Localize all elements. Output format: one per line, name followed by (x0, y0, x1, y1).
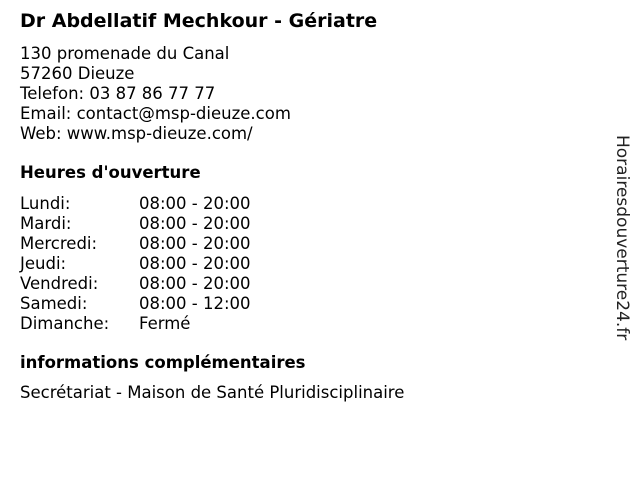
address-block (20, 44, 291, 144)
day-label: Mardi: (20, 214, 72, 233)
day-label: Jeudi: (20, 254, 67, 273)
time-value: 08:00 - 20:00 (139, 214, 251, 233)
phone: Telefon: 03 87 86 77 77 (20, 84, 216, 103)
time-value: 08:00 - 20:00 (139, 234, 251, 253)
hours-row-tuesday (20, 214, 251, 234)
time-value: 08:00 - 20:00 (139, 274, 251, 293)
page-title: Dr Abdellatif Mechkour - Gériatre (20, 10, 378, 32)
day-label: Lundi: (20, 194, 71, 213)
hours-row-wednesday (20, 234, 251, 254)
info-text: Secrétariat - Maison de Santé Pluridisciplinaire (20, 383, 405, 402)
time-value: 08:00 - 20:00 (139, 254, 251, 273)
hours-row-saturday (20, 294, 251, 314)
street-address: 130 promenade du Canal (20, 44, 230, 63)
info-heading: informations complémentaires (20, 353, 306, 372)
opening-hours-list (20, 194, 251, 334)
hours-row-sunday (20, 314, 251, 334)
hours-row-friday (20, 274, 251, 294)
time-value: 08:00 - 12:00 (139, 294, 251, 313)
site-watermark: Horairesdouverture24.fr (612, 135, 632, 341)
day-label: Mercredi: (20, 234, 98, 253)
website: Web: www.msp-dieuze.com/ (20, 124, 253, 143)
time-value: Fermé (139, 314, 191, 333)
time-value: 08:00 - 20:00 (139, 194, 251, 213)
hours-heading: Heures d'ouverture (20, 163, 201, 182)
hours-row-monday (20, 194, 251, 214)
day-label: Vendredi: (20, 274, 99, 293)
email: Email: contact@msp-dieuze.com (20, 104, 291, 123)
day-label: Samedi: (20, 294, 88, 313)
day-label: Dimanche: (20, 314, 110, 333)
hours-row-thursday (20, 254, 251, 274)
city: 57260 Dieuze (20, 64, 135, 83)
